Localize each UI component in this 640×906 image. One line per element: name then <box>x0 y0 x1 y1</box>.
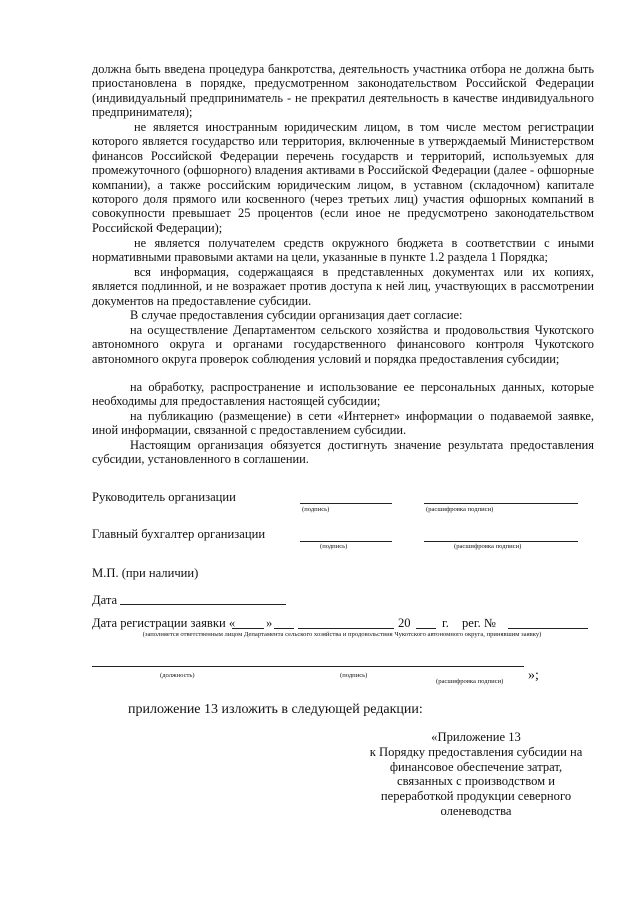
date-label: Дата <box>92 593 118 607</box>
head-signature-caption: (подпись) <box>302 506 330 513</box>
registration-month-line <box>298 628 394 629</box>
closing-quote: »; <box>528 668 539 683</box>
amendment-instruction: приложение 13 изложить в следующей редакции: <box>128 702 423 717</box>
accountant-signature-line <box>300 541 392 542</box>
head-signature-line <box>300 503 392 504</box>
appendix-header-line: финансовое обеспечение затрат, <box>389 759 563 774</box>
registration-label: Дата регистрации заявки « <box>92 616 236 630</box>
accountant-decoding-caption: (расшифровка подписи) <box>454 543 522 550</box>
paragraph-consent-personal-data: на обработку, распространение и использование ее персональных данных, которые необходимы для предоставления настоящей субсидии; <box>92 380 594 409</box>
registration-note: (заполняется ответственным лицом Департамента сельского хозяйства и продовольствия Чукотского автономного округа, принявшим заявку) <box>142 631 542 638</box>
appendix-header-line: переработкой продукции северного <box>380 789 572 804</box>
paragraph-budget-recipient: не является получателем средств окружного бюджета в соответствии с иными нормативными правовыми актами на цели, указанные в пункте 1.2 раздела 1 Порядка; <box>92 236 594 265</box>
registration-number-label: рег. № <box>462 616 496 630</box>
registration-gap-line <box>274 628 294 629</box>
accountant-decoding-line <box>424 541 578 542</box>
seal-label: М.П. (при наличии) <box>92 566 199 580</box>
official-decoding-caption: (расшифровка подписи) <box>436 678 504 685</box>
appendix-header-line: оленеводства <box>440 803 512 818</box>
official-position-caption: (должность) <box>160 672 195 679</box>
registration-g-label: г. <box>442 616 449 630</box>
paragraph-consent-intro: В случае предоставления субсидии организация дает согласие: <box>130 308 463 322</box>
head-signature-label: Руководитель организации <box>92 490 236 504</box>
appendix-header-line: к Порядку предоставления субсидии на <box>369 744 583 759</box>
paragraph-consent-publication: на публикацию (размещение) в сети «Интернет» информации о подаваемой заявке, иной информации, связанной с предоставлением субсидии. <box>92 409 594 438</box>
registration-quote-close: » <box>266 616 273 630</box>
date-line <box>120 604 286 605</box>
paragraph-bankruptcy: должна быть введена процедура банкротства, деятельность участника отбора не должна быть приостановлена в порядке, предусмотренном законодательством Российской Федерации (индивидуальный предприниматель - не прекратил деятельность в качестве индивидуального предпринимателя); <box>92 62 594 120</box>
official-signature-caption: (подпись) <box>340 672 368 679</box>
official-signature-line <box>92 666 524 667</box>
registration-year-line <box>416 628 436 629</box>
registration-day-line <box>232 628 264 629</box>
appendix-header-line: «Приложение 13 <box>431 730 521 744</box>
head-decoding-caption: (расшифровка подписи) <box>426 506 494 513</box>
registration-number-line <box>508 628 588 629</box>
paragraph-consent-audit: на осуществление Департаментом сельского хозяйства и продовольствия Чукотского автономного округа и органами государственного финансового контроля Чукотского автономного округа проверок соблюдения условий и порядка предоставления субсидии; <box>92 323 594 366</box>
accountant-signature-caption: (подпись) <box>320 543 348 550</box>
registration-year-label: 20 <box>398 616 411 630</box>
appendix-header <box>356 730 596 819</box>
appendix-header-line: связанных с производством и <box>397 774 555 789</box>
accountant-signature-label: Главный бухгалтер организации <box>92 527 266 541</box>
paragraph-result-obligation: Настоящим организация обязуется достигнуть значение результата предоставления субсидии, установленного в соглашении. <box>92 438 594 467</box>
paragraph-offshore: не является иностранным юридическим лицом, в том числе местом регистрации которого является государство или территория, включенные в утверждаемый Министерством финансов Российской Федерации перечень государств и территорий, используемых для промежуточного (офшорного) владения активами в Российской Федерации (далее - офшорные компании), а также российским юридическим лицом, в уставном (складочном) капитале которого доля прямого или косвенного (через третьих лиц) участия офшорных компаний в совокупности превышает 25 процентов (если иное не предусмотрено законодательством Российской Федерации); <box>92 120 594 235</box>
head-decoding-line <box>424 503 578 504</box>
paragraph-information-authentic: вся информация, содержащаяся в представленных документах или их копиях, является подлинной, и не возражает против доступа к ней лиц, участвующих в рассмотрении документов на предоставление субсидии. <box>92 265 594 308</box>
